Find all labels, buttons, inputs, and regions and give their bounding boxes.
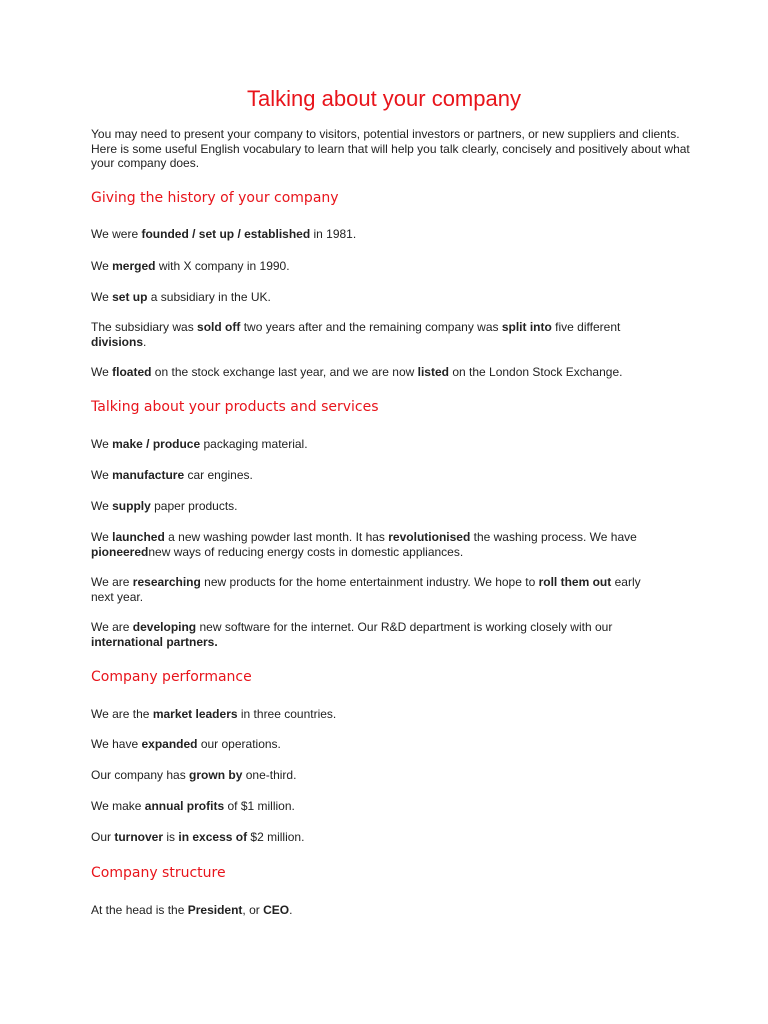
section-heading-performance: Company performance [91,669,252,685]
paragraph: Our turnover is in excess of $2 million. [91,830,305,844]
paragraph: We are developing new software for the internet. Our R&D department is working closely with our international partners. [91,620,613,649]
page-title: Talking about your company [247,86,521,111]
section-heading-structure: Company structure [91,865,226,881]
paragraph: We are the market leaders in three countries. [91,707,337,721]
paragraph: We were founded / set up / established in 1981. [91,227,357,241]
section-heading-history: Giving the history of your company [91,190,339,206]
intro-paragraph: You may need to present your company to visitors, potential investors or partners, or new suppliers and clients. Here is some useful English vocabulary to learn that will help you talk clearly, concisely and positively about what your company does. [91,127,690,170]
paragraph: We make annual profits of $1 million. [91,799,295,813]
paragraph: We floated on the stock exchange last year, and we are now listed on the London Stock Exchange. [91,365,623,379]
paragraph: We manufacture car engines. [91,468,253,482]
paragraph: We set up a subsidiary in the UK. [91,290,271,304]
paragraph: At the head is the President, or CEO. [91,903,293,917]
paragraph: We are researching new products for the home entertainment industry. We hope to roll them out early next year. [91,575,641,604]
paragraph: Our company has grown by one-third. [91,768,297,782]
paragraph: We supply paper products. [91,499,238,513]
paragraph: We merged with X company in 1990. [91,259,290,273]
paragraph: The subsidiary was sold off two years after and the remaining company was split into five different divisions. [91,320,621,349]
paragraph: We launched a new washing powder last month. It has revolutionised the washing process. We have pioneerednew ways of reducing energy costs in domestic appliances. [91,530,637,559]
section-heading-products: Talking about your products and services [91,399,379,415]
paragraph: We make / produce packaging material. [91,437,308,451]
paragraph: We have expanded our operations. [91,737,281,751]
